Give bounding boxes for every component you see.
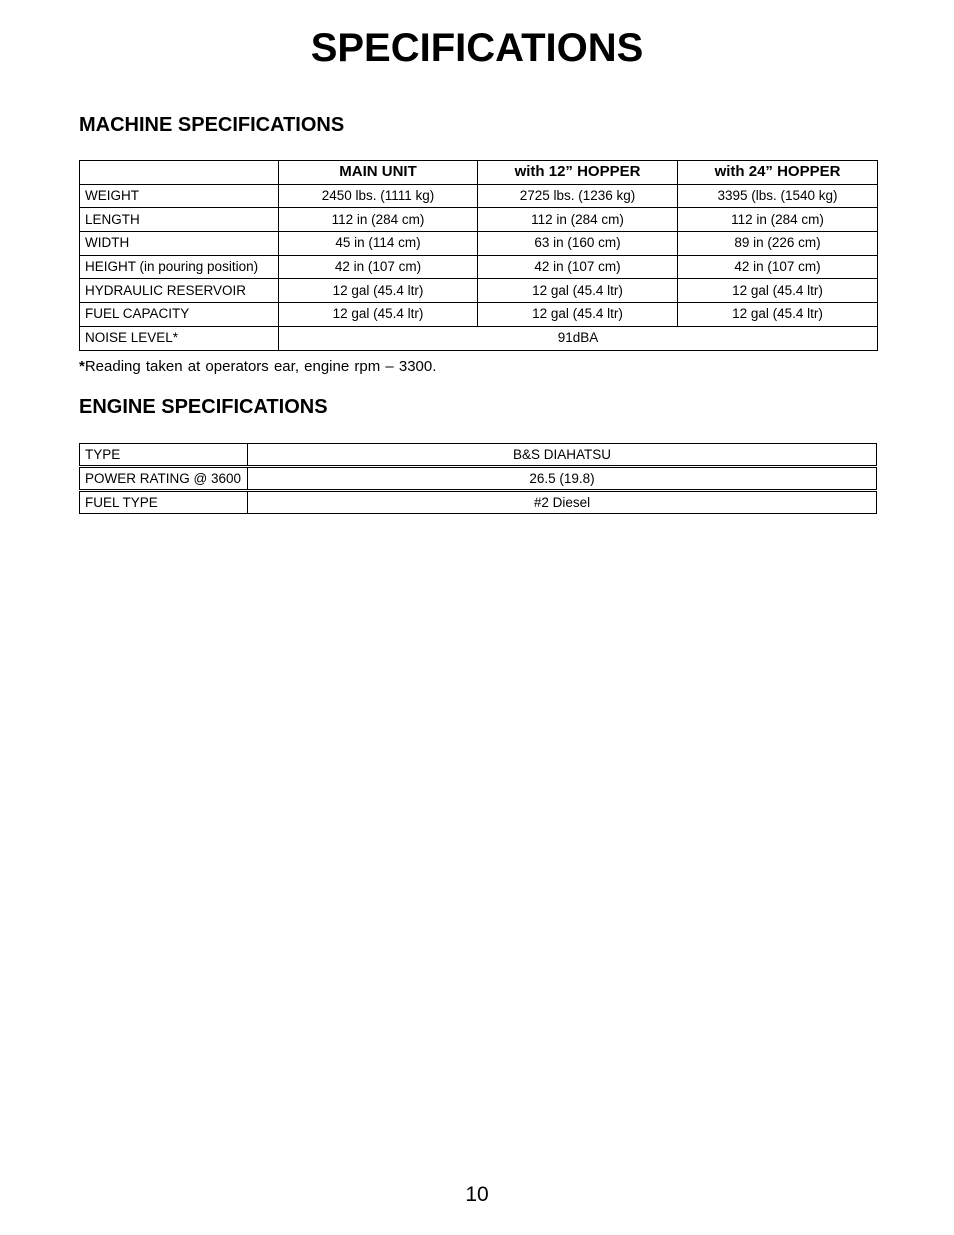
table-row <box>79 467 877 490</box>
cell-main-unit: 12 gal (45.4 ltr) <box>279 279 478 303</box>
row-label: WEIGHT <box>80 184 279 208</box>
footnote <box>79 358 436 375</box>
row-value: 26.5 (19.8) <box>247 467 877 490</box>
cell-12-hopper: 63 in (160 cm) <box>478 232 678 256</box>
row-label: LENGTH <box>80 208 279 232</box>
cell-24-hopper: 12 gal (45.4 ltr) <box>678 303 878 327</box>
cell-24-hopper: 12 gal (45.4 ltr) <box>678 279 878 303</box>
row-label: HYDRAULIC RESERVOIR <box>80 279 279 303</box>
engine-specifications-table <box>79 442 877 515</box>
table-row <box>79 443 877 466</box>
cell-main-unit: 12 gal (45.4 ltr) <box>279 303 478 327</box>
table-row <box>80 232 878 256</box>
table-row <box>80 208 878 232</box>
cell-24-hopper: 89 in (226 cm) <box>678 232 878 256</box>
cell-12-hopper: 112 in (284 cm) <box>478 208 678 232</box>
table-row <box>80 279 878 303</box>
row-label: TYPE <box>79 443 247 466</box>
row-value: #2 Diesel <box>247 491 877 514</box>
cell-main-unit: 112 in (284 cm) <box>279 208 478 232</box>
row-label: HEIGHT (in pouring position) <box>80 255 279 279</box>
page-number: 10 <box>465 1183 489 1206</box>
machine-specifications-heading: MACHINE SPECIFICATIONS <box>79 114 345 136</box>
cell-12-hopper: 12 gal (45.4 ltr) <box>478 303 678 327</box>
cell-24-hopper: 3395 (lbs. (1540 kg) <box>678 184 878 208</box>
row-label: FUEL TYPE <box>79 491 247 514</box>
cell-12-hopper: 12 gal (45.4 ltr) <box>478 279 678 303</box>
column-header-blank <box>80 161 279 185</box>
footnote-text: Reading taken at operators ear, engine rpm – 3300. <box>84 358 437 375</box>
machine-specifications-table <box>79 160 878 351</box>
cell-24-hopper: 112 in (284 cm) <box>678 208 878 232</box>
cell-main-unit: 2450 lbs. (1111 kg) <box>279 184 478 208</box>
engine-specifications-heading: ENGINE SPECIFICATIONS <box>79 396 328 418</box>
page-title: SPECIFICATIONS <box>310 26 644 70</box>
row-label: POWER RATING @ 3600 <box>79 467 247 490</box>
table-row <box>79 491 877 514</box>
cell-12-hopper: 42 in (107 cm) <box>478 255 678 279</box>
footnote-asterisk: * <box>79 358 85 375</box>
noise-level-value: 91dBA <box>279 326 878 350</box>
cell-main-unit: 42 in (107 cm) <box>279 255 478 279</box>
cell-12-hopper: 2725 lbs. (1236 kg) <box>478 184 678 208</box>
column-header-12-hopper: with 12” HOPPER <box>478 161 678 185</box>
table-row <box>80 255 878 279</box>
table-row <box>80 303 878 327</box>
cell-main-unit: 45 in (114 cm) <box>279 232 478 256</box>
row-label: NOISE LEVEL* <box>80 326 279 350</box>
row-label: FUEL CAPACITY <box>80 303 279 327</box>
column-header-main-unit: MAIN UNIT <box>279 161 478 185</box>
noise-level-row <box>80 326 878 350</box>
table-header-row <box>80 161 878 185</box>
row-label: WIDTH <box>80 232 279 256</box>
column-header-24-hopper: with 24” HOPPER <box>678 161 878 185</box>
cell-24-hopper: 42 in (107 cm) <box>678 255 878 279</box>
table-row <box>80 184 878 208</box>
row-value: B&S DIAHATSU <box>247 443 877 466</box>
